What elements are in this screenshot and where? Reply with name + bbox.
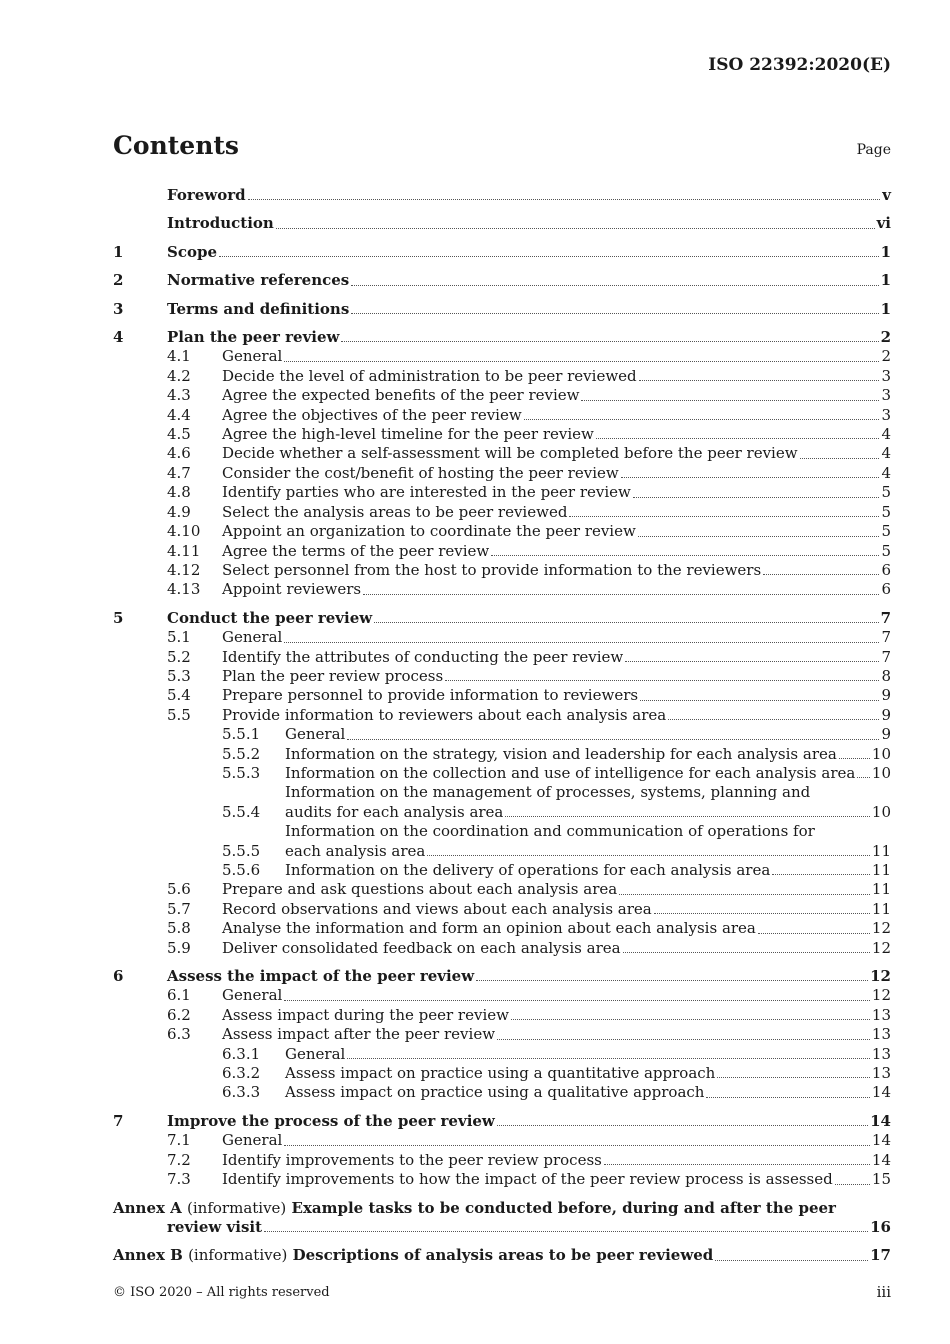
annex-title: Example tasks to be conducted before, during and after the peer bbox=[291, 1198, 836, 1217]
toc-entry-number: 4.1 bbox=[167, 347, 191, 366]
toc-entry-page: 1 bbox=[880, 299, 891, 318]
toc-entry-number: 7.2 bbox=[167, 1150, 191, 1169]
toc-entry-page: 1 bbox=[880, 242, 891, 261]
toc-entry-page: 16 bbox=[870, 1217, 891, 1236]
toc-entry[interactable] bbox=[113, 648, 891, 667]
toc-entry-number: 4.6 bbox=[167, 444, 191, 463]
dot-leader bbox=[638, 536, 880, 537]
toc-entry-title: Information on the management of processes, systems, planning and bbox=[285, 783, 811, 802]
dot-leader bbox=[505, 816, 870, 817]
toc-entry-title: Agree the terms of the peer review bbox=[222, 541, 490, 560]
toc-entry-title: Deliver consolidated feedback on each analysis area bbox=[222, 938, 621, 957]
dot-leader bbox=[763, 574, 879, 575]
toc-entry-number: 5.5.1 bbox=[222, 725, 261, 744]
toc-entry-number: 4.4 bbox=[167, 405, 191, 424]
dot-leader bbox=[427, 855, 870, 856]
toc-entry-number: 6 bbox=[113, 967, 124, 986]
dot-leader bbox=[363, 594, 879, 595]
annex-title-line2: review visit bbox=[167, 1217, 263, 1236]
dot-leader bbox=[347, 1058, 870, 1059]
toc-entry-page: 14 bbox=[871, 1131, 891, 1150]
toc-entry-page: vi bbox=[876, 214, 891, 233]
toc-entry-number: 5.4 bbox=[167, 686, 191, 705]
toc-entry[interactable] bbox=[113, 1006, 891, 1025]
toc-entry-page: 12 bbox=[870, 967, 891, 986]
toc-entry-title: Assess impact after the peer review bbox=[222, 1025, 496, 1044]
toc-entry-number: 7 bbox=[113, 1111, 124, 1130]
page-column-label: Page bbox=[856, 142, 891, 158]
dot-leader bbox=[569, 516, 879, 517]
dot-leader bbox=[857, 777, 870, 778]
dot-leader bbox=[351, 313, 878, 314]
annex-type: (informative) bbox=[187, 1198, 287, 1217]
annex-title-continuation bbox=[113, 1218, 891, 1237]
dot-leader bbox=[497, 1125, 868, 1126]
toc-entry-title: General bbox=[222, 1131, 283, 1150]
toc-entry-number: 5.7 bbox=[167, 899, 191, 918]
toc-entry[interactable] bbox=[113, 444, 891, 463]
toc-entry-page: 3 bbox=[881, 366, 891, 385]
dot-leader bbox=[284, 1000, 870, 1001]
toc-entry-page: 10 bbox=[871, 802, 891, 821]
toc-entry[interactable] bbox=[113, 347, 891, 366]
toc-entry-title: Information on the delivery of operations for each analysis area bbox=[285, 861, 771, 879]
toc-entry-title: Consider the cost/benefit of hosting the peer review bbox=[222, 463, 619, 482]
toc-entry[interactable] bbox=[113, 1083, 891, 1102]
dot-leader bbox=[619, 894, 870, 895]
toc-entry-page: 12 bbox=[871, 919, 891, 938]
toc-entry[interactable] bbox=[113, 464, 891, 483]
toc-entry-page: 12 bbox=[871, 986, 891, 1005]
toc-entry-number: 5.8 bbox=[167, 919, 191, 938]
toc-entry-title: Scope bbox=[167, 242, 218, 261]
toc-entry[interactable] bbox=[113, 522, 891, 541]
toc-entry-title: Agree the high-level timeline for the peer review bbox=[222, 425, 594, 444]
dot-leader bbox=[347, 739, 879, 740]
dot-leader bbox=[596, 438, 880, 439]
toc-entry-number: 5.3 bbox=[167, 666, 191, 685]
annex-title: Descriptions of analysis areas to be peer reviewed bbox=[292, 1246, 714, 1265]
toc-entry-title: Analyse the information and form an opinion about each analysis area bbox=[222, 919, 756, 938]
toc-entry-page: 1 bbox=[880, 271, 891, 290]
toc-entry[interactable] bbox=[113, 880, 891, 899]
dot-leader bbox=[640, 700, 879, 701]
toc-entry-page: 2 bbox=[880, 328, 891, 347]
dot-leader bbox=[445, 680, 879, 681]
toc-entry-title: Plan the peer review process bbox=[222, 666, 444, 685]
toc-entry-number: 7.1 bbox=[167, 1131, 191, 1150]
dot-leader bbox=[706, 1097, 869, 1098]
toc-annex-entry[interactable] bbox=[113, 1246, 891, 1265]
toc-entry-page: 9 bbox=[881, 686, 891, 705]
toc-entry-number: 4.11 bbox=[167, 541, 201, 560]
toc-entry[interactable] bbox=[113, 725, 891, 744]
toc-entry[interactable] bbox=[113, 186, 891, 205]
toc-entry-page: 11 bbox=[871, 861, 891, 879]
toc-entry[interactable] bbox=[113, 764, 891, 783]
toc-entry[interactable] bbox=[113, 967, 891, 986]
dot-leader bbox=[351, 285, 878, 286]
toc-entry-page: 12 bbox=[871, 938, 891, 957]
toc-entry-title: Decide whether a self-assessment will be completed before the peer review bbox=[222, 444, 798, 463]
toc-entry-number: 5.9 bbox=[167, 938, 191, 957]
toc-entry-page: 10 bbox=[871, 763, 891, 782]
toc-entry-page: 8 bbox=[881, 666, 891, 685]
toc-entry-title: Agree the expected benefits of the peer review bbox=[222, 386, 580, 405]
toc-entry-title: Foreword bbox=[167, 186, 246, 204]
toc-entry[interactable] bbox=[113, 1045, 891, 1064]
toc-entry-page: 13 bbox=[871, 1025, 891, 1044]
dot-leader bbox=[374, 622, 878, 623]
dot-leader bbox=[219, 256, 879, 257]
toc-entry-title-block bbox=[285, 783, 891, 822]
toc-entry-number: 3 bbox=[113, 299, 124, 318]
contents-heading: Contents bbox=[113, 131, 240, 160]
toc-entry-page: 5 bbox=[881, 522, 891, 541]
toc-entry-number: 5 bbox=[113, 608, 124, 627]
copyright-notice: © ISO 2020 – All rights reserved bbox=[113, 1285, 330, 1300]
toc-entry-title: Select personnel from the host to provide information to the reviewers bbox=[222, 560, 762, 579]
toc-annex-entry[interactable] bbox=[113, 1199, 891, 1238]
dot-leader bbox=[604, 1164, 870, 1165]
toc-entry-number: 5.5.6 bbox=[222, 861, 261, 879]
toc-entry-number: 4.7 bbox=[167, 463, 191, 482]
toc-entry-title-line2: audits for each analysis area bbox=[285, 802, 504, 821]
toc-entry-title: Improve the process of the peer review bbox=[167, 1111, 495, 1130]
toc-entry-number: 5.2 bbox=[167, 647, 191, 666]
annex-title-line bbox=[113, 1199, 891, 1218]
toc-entry[interactable] bbox=[113, 214, 891, 233]
toc-entry-title: Identify improvements to how the impact of the peer review process is assessed bbox=[222, 1170, 833, 1189]
toc-entry-number: 6.3.3 bbox=[222, 1083, 261, 1102]
toc-entry-page: 17 bbox=[870, 1246, 891, 1265]
annex-label: Annex B bbox=[113, 1246, 183, 1265]
dot-leader bbox=[276, 228, 875, 229]
toc-entry-number: 6.3.1 bbox=[222, 1044, 261, 1063]
toc-entry-page: 13 bbox=[871, 1005, 891, 1024]
annex-title-line bbox=[113, 1246, 713, 1265]
toc-entry-title: Information on the coordination and communication of operations for bbox=[285, 822, 815, 841]
toc-entry-page: 6 bbox=[881, 580, 891, 599]
toc-entry[interactable] bbox=[113, 783, 891, 822]
toc-entry-title: General bbox=[222, 986, 283, 1005]
toc-entry-page: 4 bbox=[881, 425, 891, 444]
toc-entry-title: Information on the collection and use of intelligence for each analysis area bbox=[285, 763, 856, 782]
toc-entry[interactable] bbox=[113, 243, 891, 262]
toc-entry[interactable] bbox=[113, 1170, 891, 1189]
toc-entry[interactable] bbox=[113, 542, 891, 561]
toc-entry-title: Terms and definitions bbox=[167, 299, 350, 318]
toc-entry-number: 5.6 bbox=[167, 880, 191, 899]
toc-entry-page: 5 bbox=[881, 502, 891, 521]
toc-entry[interactable] bbox=[113, 406, 891, 425]
toc-entry-title: Assess impact on practice using a qualitative approach bbox=[285, 1083, 705, 1102]
toc-entry[interactable] bbox=[113, 706, 891, 725]
toc-entry[interactable] bbox=[113, 425, 891, 444]
toc-entry-page: 11 bbox=[871, 841, 891, 860]
toc-entry[interactable] bbox=[113, 1025, 891, 1044]
dot-leader bbox=[839, 758, 870, 759]
toc-entry-number: 5.5.5 bbox=[222, 841, 261, 860]
toc-entry-number: 7.3 bbox=[167, 1170, 191, 1189]
dot-leader bbox=[341, 341, 878, 342]
dot-leader bbox=[511, 1019, 870, 1020]
toc-entry-page: 4 bbox=[881, 444, 891, 463]
toc-entry-page: 11 bbox=[871, 899, 891, 918]
toc-entry-number: 5.5.4 bbox=[222, 802, 261, 821]
annex-title-block bbox=[113, 1199, 891, 1238]
toc-entry-title: Prepare personnel to provide information to reviewers bbox=[222, 686, 639, 705]
toc-entry-page: 3 bbox=[881, 405, 891, 424]
toc-entry-page: 15 bbox=[871, 1170, 891, 1189]
toc-entry[interactable] bbox=[113, 328, 891, 347]
toc-entry-page: 9 bbox=[881, 725, 891, 744]
toc-entry-title: General bbox=[222, 628, 283, 647]
toc-entry[interactable] bbox=[113, 609, 891, 628]
toc-entry-title: Provide information to reviewers about each analysis area bbox=[222, 705, 667, 724]
toc-entry[interactable] bbox=[113, 667, 891, 686]
toc-entry-title: Identify the attributes of conducting the peer review bbox=[222, 647, 624, 666]
toc-entry-page: 4 bbox=[881, 463, 891, 482]
dot-leader bbox=[633, 497, 880, 498]
toc-entry-title: Assess impact during the peer review bbox=[222, 1005, 509, 1024]
toc-entry-title: Appoint an organization to coordinate the peer review bbox=[222, 522, 636, 541]
toc-entry-number: 6.3 bbox=[167, 1025, 191, 1044]
annex-label: Annex A bbox=[113, 1198, 182, 1217]
toc-entry-title: Plan the peer review bbox=[167, 328, 340, 347]
toc-entry-title-continuation bbox=[285, 842, 891, 861]
toc-entry[interactable] bbox=[113, 367, 891, 386]
dot-leader bbox=[835, 1184, 870, 1185]
dot-leader bbox=[621, 477, 880, 478]
toc-entry-page: 7 bbox=[881, 628, 891, 647]
toc-entry-page: 14 bbox=[870, 1111, 891, 1130]
toc-entry-number: 5.5.2 bbox=[222, 744, 261, 763]
toc-entry-number: 6.1 bbox=[167, 986, 191, 1005]
toc-entry-number: 5.5 bbox=[167, 705, 191, 724]
toc-entry-page: 3 bbox=[881, 386, 891, 405]
toc-entry[interactable] bbox=[113, 900, 891, 919]
dot-leader bbox=[497, 1039, 870, 1040]
dot-leader bbox=[715, 1260, 868, 1261]
toc-entry[interactable] bbox=[113, 628, 891, 647]
dot-leader bbox=[284, 642, 879, 643]
toc-entry-title: Select the analysis areas to be peer reviewed bbox=[222, 502, 568, 521]
dot-leader bbox=[284, 1145, 870, 1146]
dot-leader bbox=[284, 361, 879, 362]
dot-leader bbox=[625, 661, 879, 662]
toc-entry[interactable] bbox=[113, 822, 891, 861]
toc-entry-number: 5.5.3 bbox=[222, 763, 261, 782]
toc-entry-page: v bbox=[882, 186, 891, 204]
toc-entry-title: Normative references bbox=[167, 271, 350, 290]
dot-leader bbox=[639, 380, 880, 381]
dot-leader bbox=[668, 719, 879, 720]
toc-entry-title: Appoint reviewers bbox=[222, 580, 362, 599]
toc-entry-page: 14 bbox=[871, 1150, 891, 1169]
toc-entry-title: Information on the strategy, vision and leadership for each analysis area bbox=[285, 744, 837, 763]
toc-entry-number: 6.2 bbox=[167, 1005, 191, 1024]
toc-entry[interactable] bbox=[113, 686, 891, 705]
toc-entry[interactable] bbox=[113, 386, 891, 405]
toc-entry-number: 2 bbox=[113, 271, 124, 290]
toc-entry[interactable] bbox=[113, 271, 891, 290]
toc-entry[interactable] bbox=[113, 861, 891, 880]
toc-entry-page: 10 bbox=[871, 744, 891, 763]
toc-entry-title-continuation bbox=[285, 803, 891, 822]
toc-entry-number: 4.8 bbox=[167, 483, 191, 502]
toc-entry-page: 13 bbox=[871, 1064, 891, 1083]
toc-entry-number: 4 bbox=[113, 328, 124, 347]
toc-entry-number: 4.2 bbox=[167, 366, 191, 385]
toc-entry[interactable] bbox=[113, 986, 891, 1005]
toc-entry-title-block bbox=[285, 822, 891, 861]
toc-entry[interactable] bbox=[113, 1064, 891, 1083]
dot-leader bbox=[717, 1077, 870, 1078]
toc-entry-title: General bbox=[285, 1044, 346, 1063]
footer-page-number: iii bbox=[876, 1283, 891, 1301]
dot-leader bbox=[491, 555, 879, 556]
toc-entry[interactable] bbox=[113, 561, 891, 580]
standard-identifier: ISO 22392:2020(E) bbox=[708, 55, 891, 75]
toc-entry-page: 13 bbox=[871, 1044, 891, 1063]
toc-entry-page: 5 bbox=[881, 483, 891, 502]
toc-entry[interactable] bbox=[113, 939, 891, 958]
dot-leader bbox=[581, 400, 879, 401]
toc-entry-page: 14 bbox=[871, 1083, 891, 1102]
toc-entry-number: 5.1 bbox=[167, 628, 191, 647]
toc-entry-title-line2: each analysis area bbox=[285, 841, 426, 860]
toc-entry[interactable] bbox=[113, 300, 891, 319]
dot-leader bbox=[800, 458, 880, 459]
toc-entry-title: General bbox=[222, 347, 283, 366]
dot-leader bbox=[772, 874, 870, 875]
toc-entry-title: General bbox=[285, 725, 346, 744]
dot-leader bbox=[264, 1231, 868, 1232]
toc-entry-number: 4.3 bbox=[167, 386, 191, 405]
toc-entry-page: 6 bbox=[881, 560, 891, 579]
toc-entry-title: Conduct the peer review bbox=[167, 608, 373, 627]
toc-entry-number: 1 bbox=[113, 242, 124, 261]
dot-leader bbox=[623, 952, 870, 953]
toc-entry-title: Prepare and ask questions about each analysis area bbox=[222, 880, 618, 899]
toc-entry-title: Introduction bbox=[167, 214, 274, 233]
toc-entry-number: 4.10 bbox=[167, 522, 201, 541]
toc-entry[interactable] bbox=[113, 919, 891, 938]
toc-entry-page: 7 bbox=[880, 608, 891, 627]
toc-entry-number: 4.9 bbox=[167, 502, 191, 521]
toc-entry[interactable] bbox=[113, 745, 891, 764]
toc-entry-title: Agree the objectives of the peer review bbox=[222, 405, 522, 424]
toc-entry[interactable] bbox=[113, 1151, 891, 1170]
toc-entry-page: 11 bbox=[871, 880, 891, 899]
toc-entry-page: 7 bbox=[881, 647, 891, 666]
toc-entry-page: 5 bbox=[881, 541, 891, 560]
toc-entry-title: Assess the impact of the peer review bbox=[167, 967, 475, 986]
toc-entry[interactable] bbox=[113, 503, 891, 522]
toc-entry-number: 6.3.2 bbox=[222, 1064, 261, 1083]
toc-entry-title: Record observations and views about each analysis area bbox=[222, 899, 652, 918]
table-of-contents bbox=[113, 186, 891, 1266]
dot-leader bbox=[524, 419, 880, 420]
toc-entry-number: 4.13 bbox=[167, 580, 201, 599]
toc-entry-number: 4.12 bbox=[167, 560, 201, 579]
toc-entry[interactable] bbox=[113, 483, 891, 502]
annex-type: (informative) bbox=[188, 1246, 288, 1265]
toc-entry[interactable] bbox=[113, 580, 891, 599]
toc-entry-number: 4.5 bbox=[167, 425, 191, 444]
toc-entry-title: Assess impact on practice using a quantitative approach bbox=[285, 1064, 716, 1083]
toc-entry[interactable] bbox=[113, 1131, 891, 1150]
dot-leader bbox=[248, 199, 881, 200]
toc-entry-title: Decide the level of administration to be peer reviewed bbox=[222, 366, 637, 385]
dot-leader bbox=[758, 933, 870, 934]
toc-entry-page: 2 bbox=[881, 347, 891, 366]
toc-entry-title: Identify parties who are interested in the peer review bbox=[222, 483, 631, 502]
toc-entry-page: 9 bbox=[881, 705, 891, 724]
toc-entry[interactable] bbox=[113, 1112, 891, 1131]
dot-leader bbox=[654, 913, 870, 914]
dot-leader bbox=[476, 980, 868, 981]
toc-entry-title: Identify improvements to the peer review process bbox=[222, 1150, 602, 1169]
